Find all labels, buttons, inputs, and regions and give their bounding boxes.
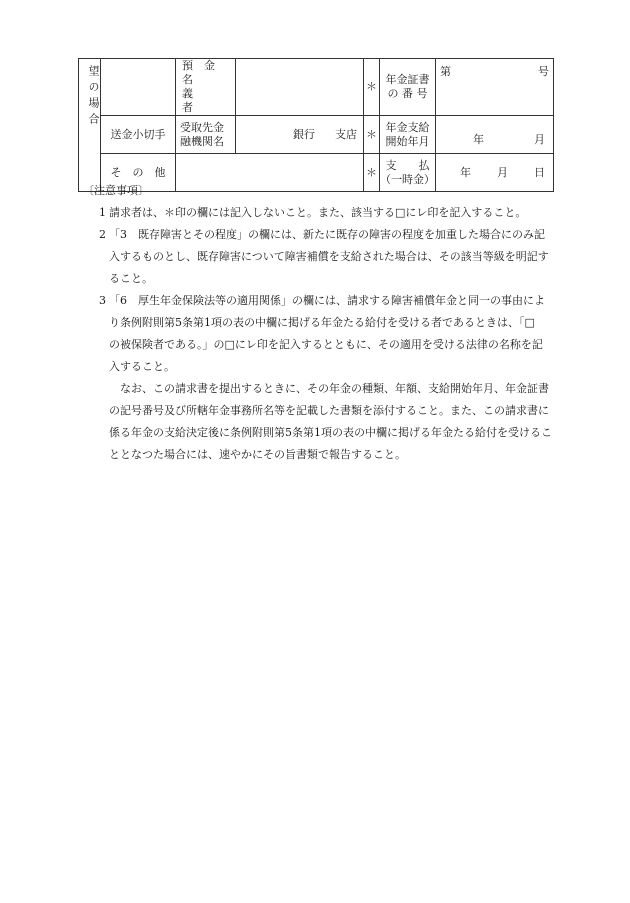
notes-section	[83, 180, 601, 466]
pension-certificate-number-field[interactable]: 第 号	[436, 59, 554, 116]
note-item: 3 「6 厚生年金保険法等の適用関係」の欄には、請求する障害補償年金と同一の事由により条例附則第5条第1項の表の中欄に掲げる年金たる給付を受ける者であるときは、「□ の被保険者である。」の□にレ印を記入するとともに、その適用を受ける法律の名称を記入すること。	[99, 294, 601, 373]
payment-method-table	[78, 58, 554, 192]
pension-start-month-label: 年金支給 開始年月	[380, 116, 436, 154]
row1-empty-category	[101, 59, 176, 116]
remittance-check-label: 送金小切手	[101, 116, 176, 154]
lump-sum-payment-date-field[interactable]: 年 月 日	[436, 154, 554, 192]
pension-start-month-field[interactable]: 年 月	[436, 116, 554, 154]
note-item: 2 「3 既存障害とその程度」の欄には、新たに既存の障害の程度を加重した場合にのみ記入するものとし、既存障害について障害補償を支給された場合は、その該当等級を明記すること。	[99, 228, 549, 285]
asterisk-mark: ＊	[364, 59, 380, 116]
asterisk-mark: ＊	[364, 116, 380, 154]
account-holder-label: 預 金 名 義 者	[176, 59, 236, 116]
asterisk-mark: ＊	[364, 154, 380, 192]
pension-certificate-number-label: 年金証書 の 番 号	[380, 59, 436, 116]
note-item: 1 請求者は、＊印の欄には記入しないこと。また、該当する□にレ印を記入すること。	[99, 206, 527, 219]
side-label: 望の場合	[79, 59, 101, 192]
receiving-bank-label: 受取先金 融機関名	[176, 116, 236, 154]
account-holder-field[interactable]	[236, 59, 364, 116]
note-paragraph: なお、この請求書を提出するときに、その年金の種類、年額、支給開始年月、年金証書の記号番号及び所轄年金事務所名等を記載した書類を添付すること。また、この請求書に係る年金の支給決定後に条例附則第5条第1項の表の中欄に掲げる年金たる給付を受けることとなつた場合には、速やかにその旨書類で報告すること。	[109, 382, 552, 461]
lump-sum-payment-label: 支 払 （一時金）	[380, 154, 436, 192]
receiving-bank-field[interactable]: 銀行 支店	[236, 116, 364, 154]
other-label: そ の 他	[101, 154, 176, 192]
notes-heading: 〔注意事項〕	[83, 184, 149, 197]
